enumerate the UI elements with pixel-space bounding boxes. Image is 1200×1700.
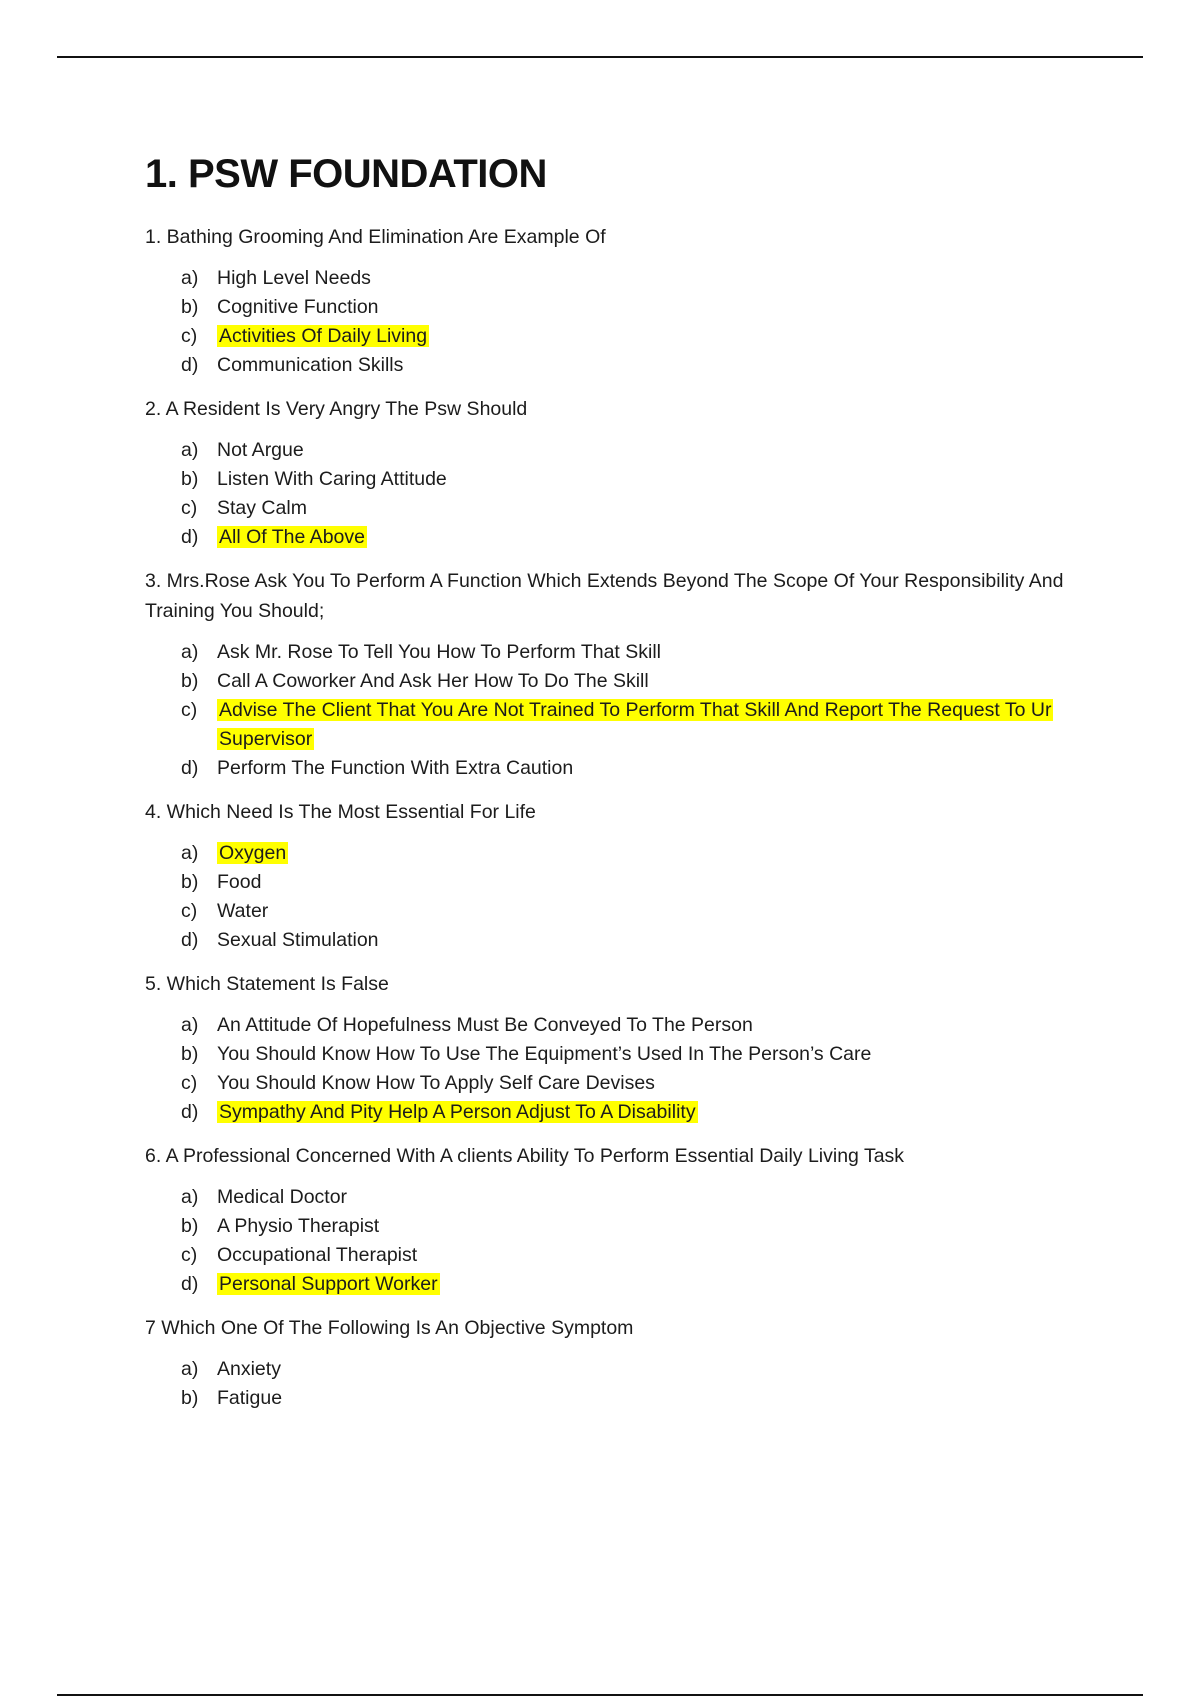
option-item bbox=[181, 1069, 1095, 1098]
option-item bbox=[181, 1011, 1095, 1040]
option-label: b) bbox=[181, 871, 199, 893]
option-text: Stay Calm bbox=[217, 497, 307, 519]
option-text-wrap bbox=[217, 1355, 1095, 1384]
option-list bbox=[145, 264, 1095, 380]
option-text-wrap bbox=[217, 1270, 1095, 1299]
highlighted-answer: Advise The Client That You Are Not Trained To Perform That Skill And Report The Request To Ur Supervisor bbox=[219, 699, 1052, 750]
option-text-wrap bbox=[217, 897, 1095, 926]
highlighted-answer: All Of The Above bbox=[219, 526, 365, 548]
option-label: a) bbox=[181, 641, 199, 663]
option-label: a) bbox=[181, 439, 199, 461]
option-list bbox=[145, 839, 1095, 955]
option-text: You Should Know How To Use The Equipment’s Used In The Person’s Care bbox=[217, 1043, 872, 1065]
question-1 bbox=[145, 222, 1095, 380]
option-text: A Physio Therapist bbox=[217, 1215, 380, 1237]
option-label: b) bbox=[181, 1215, 199, 1237]
option-label: b) bbox=[181, 468, 199, 490]
option-text: Ask Mr. Rose To Tell You How To Perform That Skill bbox=[217, 641, 662, 663]
option-item bbox=[181, 1355, 1095, 1384]
option-text-wrap bbox=[217, 839, 1095, 868]
option-item bbox=[181, 1212, 1095, 1241]
option-text-wrap bbox=[217, 1183, 1095, 1212]
option-item bbox=[181, 667, 1095, 696]
option-label: c) bbox=[181, 699, 198, 721]
option-text-wrap bbox=[217, 494, 1095, 523]
option-label: a) bbox=[181, 1186, 199, 1208]
option-text: Call A Coworker And Ask Her How To Do The Skill bbox=[217, 670, 649, 692]
option-text-wrap bbox=[217, 436, 1095, 465]
option-text-wrap bbox=[217, 1040, 1095, 1069]
option-item bbox=[181, 897, 1095, 926]
option-text-wrap bbox=[217, 638, 1095, 667]
option-text-wrap bbox=[217, 868, 1095, 897]
question-4 bbox=[145, 797, 1095, 955]
option-text-wrap bbox=[217, 264, 1095, 293]
question-7 bbox=[145, 1313, 1095, 1413]
option-label: b) bbox=[181, 670, 199, 692]
option-text: Food bbox=[217, 871, 262, 893]
question-2 bbox=[145, 394, 1095, 552]
document-body bbox=[145, 148, 1095, 1427]
option-list bbox=[145, 1011, 1095, 1127]
option-text: You Should Know How To Apply Self Care Devises bbox=[217, 1072, 655, 1094]
option-text: Fatigue bbox=[217, 1387, 283, 1409]
option-item bbox=[181, 264, 1095, 293]
option-item bbox=[181, 436, 1095, 465]
option-text-wrap bbox=[217, 351, 1095, 380]
option-item bbox=[181, 1270, 1095, 1299]
option-label: a) bbox=[181, 1014, 199, 1036]
option-text-wrap bbox=[217, 1069, 1095, 1098]
option-label: b) bbox=[181, 1043, 199, 1065]
option-item bbox=[181, 293, 1095, 322]
option-label: d) bbox=[181, 757, 199, 779]
option-text: Sexual Stimulation bbox=[217, 929, 379, 951]
option-item bbox=[181, 1384, 1095, 1413]
option-item bbox=[181, 839, 1095, 868]
option-item bbox=[181, 926, 1095, 955]
option-text: High Level Needs bbox=[217, 267, 371, 289]
option-item bbox=[181, 1183, 1095, 1212]
option-text-wrap bbox=[217, 754, 1095, 783]
option-text: Perform The Function With Extra Caution bbox=[217, 757, 574, 779]
option-label: d) bbox=[181, 526, 199, 548]
option-item bbox=[181, 322, 1095, 351]
option-list bbox=[145, 638, 1095, 783]
option-item bbox=[181, 1098, 1095, 1127]
option-text-wrap bbox=[217, 465, 1095, 494]
option-item bbox=[181, 696, 1095, 754]
option-item bbox=[181, 868, 1095, 897]
option-text: Water bbox=[217, 900, 269, 922]
question-text: 7 Which One Of The Following Is An Objective Symptom bbox=[145, 1317, 634, 1339]
option-item bbox=[181, 1040, 1095, 1069]
option-text-wrap bbox=[217, 322, 1095, 351]
question-list bbox=[145, 222, 1095, 1413]
option-text: Medical Doctor bbox=[217, 1186, 348, 1208]
option-text-wrap bbox=[217, 1098, 1095, 1127]
option-label: c) bbox=[181, 1244, 198, 1266]
option-text-wrap bbox=[217, 667, 1095, 696]
option-label: d) bbox=[181, 1273, 199, 1295]
option-text: Listen With Caring Attitude bbox=[217, 468, 447, 490]
option-list bbox=[145, 436, 1095, 552]
question-text: 6. A Professional Concerned With A clients Ability To Perform Essential Daily Living Task bbox=[145, 1145, 905, 1167]
option-label: b) bbox=[181, 1387, 199, 1409]
option-text-wrap bbox=[217, 523, 1095, 552]
bottom-rule bbox=[57, 1694, 1143, 1696]
document-title: 1. PSW FOUNDATION bbox=[145, 152, 547, 196]
option-label: d) bbox=[181, 354, 199, 376]
option-label: a) bbox=[181, 1358, 199, 1380]
option-label: c) bbox=[181, 1072, 198, 1094]
highlighted-answer: Oxygen bbox=[219, 842, 287, 864]
option-text-wrap bbox=[217, 926, 1095, 955]
option-text: An Attitude Of Hopefulness Must Be Conveyed To The Person bbox=[217, 1014, 753, 1036]
highlighted-answer: Sympathy And Pity Help A Person Adjust To A Disability bbox=[219, 1101, 696, 1123]
question-text: 3. Mrs.Rose Ask You To Perform A Function Which Extends Beyond The Scope Of Your Responsibility And Training You Should; bbox=[145, 570, 1064, 622]
option-text-wrap bbox=[217, 1212, 1095, 1241]
option-label: c) bbox=[181, 325, 198, 347]
option-text-wrap bbox=[217, 1384, 1095, 1413]
option-item bbox=[181, 465, 1095, 494]
option-label: a) bbox=[181, 267, 199, 289]
option-text: Not Argue bbox=[217, 439, 304, 461]
option-label: b) bbox=[181, 296, 199, 318]
question-text: 1. Bathing Grooming And Elimination Are Example Of bbox=[145, 226, 606, 248]
option-label: a) bbox=[181, 842, 199, 864]
question-5 bbox=[145, 969, 1095, 1127]
option-list bbox=[145, 1183, 1095, 1299]
top-rule bbox=[57, 56, 1143, 58]
option-list bbox=[145, 1355, 1095, 1413]
question-3 bbox=[145, 566, 1095, 783]
option-item bbox=[181, 754, 1095, 783]
question-text: 5. Which Statement Is False bbox=[145, 973, 389, 995]
option-text-wrap bbox=[217, 293, 1095, 322]
option-text: Communication Skills bbox=[217, 354, 404, 376]
question-6 bbox=[145, 1141, 1095, 1299]
option-item bbox=[181, 638, 1095, 667]
option-text: Cognitive Function bbox=[217, 296, 379, 318]
option-text-wrap bbox=[217, 1011, 1095, 1040]
option-text: Occupational Therapist bbox=[217, 1244, 418, 1266]
question-text: 4. Which Need Is The Most Essential For Life bbox=[145, 801, 536, 823]
option-text: Anxiety bbox=[217, 1358, 281, 1380]
option-item bbox=[181, 1241, 1095, 1270]
option-label: c) bbox=[181, 900, 198, 922]
option-label: c) bbox=[181, 497, 198, 519]
question-text: 2. A Resident Is Very Angry The Psw Should bbox=[145, 398, 528, 420]
option-text-wrap bbox=[217, 1241, 1095, 1270]
option-item bbox=[181, 523, 1095, 552]
option-item bbox=[181, 494, 1095, 523]
highlighted-answer: Personal Support Worker bbox=[219, 1273, 438, 1295]
option-text-wrap bbox=[217, 696, 1095, 754]
option-item bbox=[181, 351, 1095, 380]
option-label: d) bbox=[181, 929, 199, 951]
option-label: d) bbox=[181, 1101, 199, 1123]
highlighted-answer: Activities Of Daily Living bbox=[219, 325, 428, 347]
